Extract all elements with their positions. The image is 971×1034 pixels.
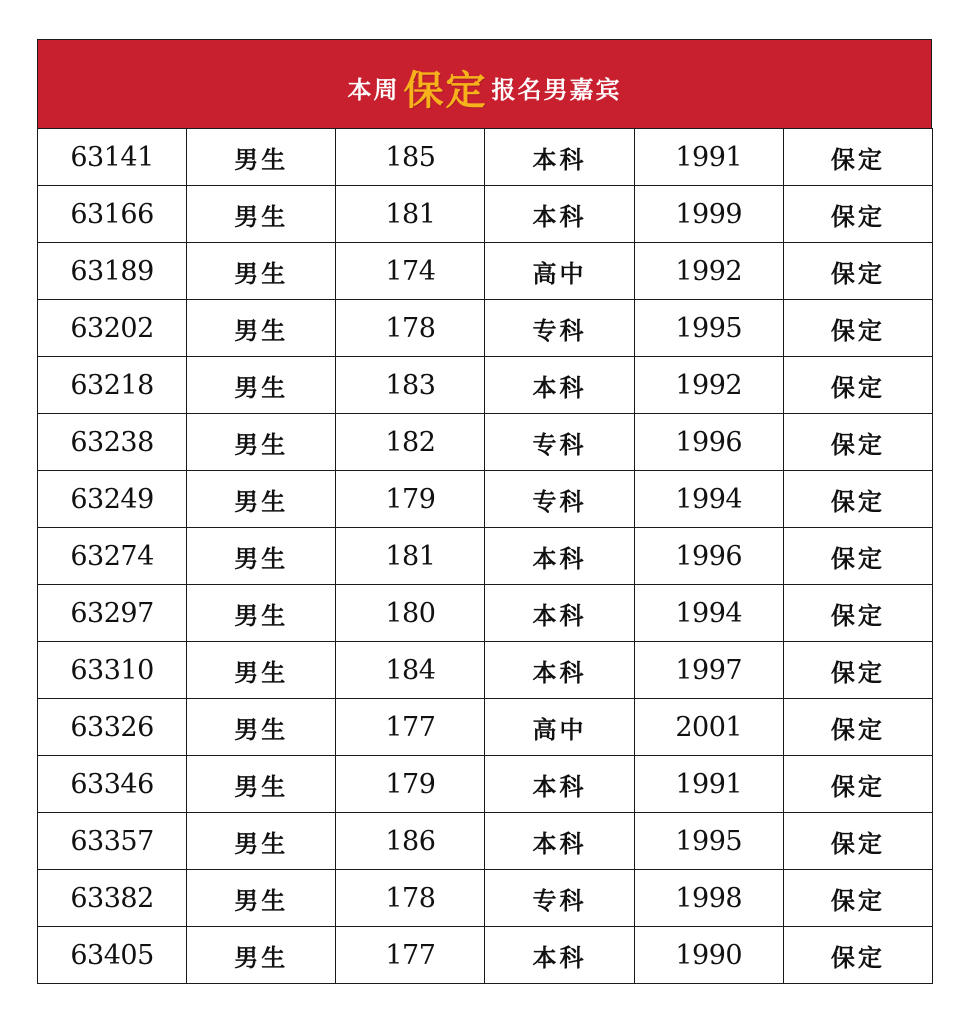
cell-education: 本科 [485, 528, 634, 585]
cell-education: 高中 [485, 699, 634, 756]
title-suffix: 报名男嘉宾 [491, 74, 622, 104]
cell-location: 保定 [783, 129, 932, 186]
cell-education: 本科 [485, 813, 634, 870]
cell-gender: 男生 [187, 243, 336, 300]
cell-id: 63382 [38, 870, 187, 927]
cell-location: 保定 [783, 756, 932, 813]
cell-height: 185 [336, 129, 485, 186]
table-row [38, 813, 933, 870]
cell-location: 保定 [783, 528, 932, 585]
candidate-table [37, 128, 933, 984]
cell-birth-year: 1996 [634, 414, 783, 471]
cell-id: 63326 [38, 699, 187, 756]
cell-birth-year: 1992 [634, 357, 783, 414]
cell-location: 保定 [783, 585, 932, 642]
cell-education: 专科 [485, 870, 634, 927]
roster-sheet [37, 39, 932, 984]
table-row [38, 471, 933, 528]
cell-education: 本科 [485, 186, 634, 243]
cell-height: 181 [336, 186, 485, 243]
cell-gender: 男生 [187, 756, 336, 813]
cell-education: 专科 [485, 414, 634, 471]
cell-gender: 男生 [187, 129, 336, 186]
table-row [38, 528, 933, 585]
cell-height: 182 [336, 414, 485, 471]
cell-birth-year: 1990 [634, 927, 783, 984]
cell-height: 180 [336, 585, 485, 642]
cell-gender: 男生 [187, 528, 336, 585]
cell-location: 保定 [783, 471, 932, 528]
cell-location: 保定 [783, 357, 932, 414]
cell-location: 保定 [783, 186, 932, 243]
cell-birth-year: 2001 [634, 699, 783, 756]
cell-birth-year: 1996 [634, 528, 783, 585]
cell-education: 本科 [485, 642, 634, 699]
cell-id: 63357 [38, 813, 187, 870]
cell-id: 63238 [38, 414, 187, 471]
cell-education: 本科 [485, 357, 634, 414]
cell-gender: 男生 [187, 471, 336, 528]
cell-location: 保定 [783, 642, 932, 699]
cell-id: 63297 [38, 585, 187, 642]
cell-id: 63249 [38, 471, 187, 528]
cell-height: 178 [336, 870, 485, 927]
table-row [38, 927, 933, 984]
cell-birth-year: 1991 [634, 129, 783, 186]
cell-gender: 男生 [187, 870, 336, 927]
cell-gender: 男生 [187, 186, 336, 243]
cell-gender: 男生 [187, 357, 336, 414]
cell-gender: 男生 [187, 813, 336, 870]
cell-birth-year: 1994 [634, 471, 783, 528]
title-banner [37, 39, 932, 128]
cell-gender: 男生 [187, 699, 336, 756]
cell-id: 63141 [38, 129, 187, 186]
cell-education: 高中 [485, 243, 634, 300]
cell-location: 保定 [783, 414, 932, 471]
cell-location: 保定 [783, 870, 932, 927]
cell-location: 保定 [783, 243, 932, 300]
cell-birth-year: 1995 [634, 813, 783, 870]
cell-location: 保定 [783, 699, 932, 756]
cell-id: 63218 [38, 357, 187, 414]
cell-birth-year: 1992 [634, 243, 783, 300]
cell-location: 保定 [783, 813, 932, 870]
table-row [38, 357, 933, 414]
cell-birth-year: 1995 [634, 300, 783, 357]
cell-height: 178 [336, 300, 485, 357]
cell-height: 174 [336, 243, 485, 300]
cell-gender: 男生 [187, 300, 336, 357]
cell-education: 本科 [485, 927, 634, 984]
cell-birth-year: 1999 [634, 186, 783, 243]
cell-id: 63202 [38, 300, 187, 357]
cell-height: 186 [336, 813, 485, 870]
table-row [38, 585, 933, 642]
cell-location: 保定 [783, 300, 932, 357]
cell-height: 184 [336, 642, 485, 699]
cell-gender: 男生 [187, 585, 336, 642]
cell-gender: 男生 [187, 414, 336, 471]
cell-height: 177 [336, 699, 485, 756]
cell-id: 63189 [38, 243, 187, 300]
cell-education: 本科 [485, 129, 634, 186]
table-row [38, 699, 933, 756]
cell-birth-year: 1991 [634, 756, 783, 813]
title-highlight-city: 保定 [403, 66, 488, 114]
cell-education: 专科 [485, 300, 634, 357]
cell-height: 179 [336, 756, 485, 813]
cell-education: 本科 [485, 585, 634, 642]
cell-height: 177 [336, 927, 485, 984]
cell-education: 本科 [485, 756, 634, 813]
cell-height: 183 [336, 357, 485, 414]
cell-id: 63405 [38, 927, 187, 984]
table-row [38, 414, 933, 471]
cell-id: 63346 [38, 756, 187, 813]
table-row [38, 300, 933, 357]
table-row [38, 243, 933, 300]
cell-location: 保定 [783, 927, 932, 984]
table-row [38, 186, 933, 243]
cell-gender: 男生 [187, 642, 336, 699]
cell-id: 63166 [38, 186, 187, 243]
cell-education: 专科 [485, 471, 634, 528]
table-row [38, 129, 933, 186]
cell-id: 63310 [38, 642, 187, 699]
cell-birth-year: 1994 [634, 585, 783, 642]
table-row [38, 756, 933, 813]
cell-birth-year: 1998 [634, 870, 783, 927]
candidate-table-body [38, 129, 933, 984]
table-row [38, 642, 933, 699]
cell-birth-year: 1997 [634, 642, 783, 699]
cell-gender: 男生 [187, 927, 336, 984]
cell-height: 181 [336, 528, 485, 585]
cell-height: 179 [336, 471, 485, 528]
title-prefix: 本周 [347, 74, 400, 104]
cell-id: 63274 [38, 528, 187, 585]
table-row [38, 870, 933, 927]
